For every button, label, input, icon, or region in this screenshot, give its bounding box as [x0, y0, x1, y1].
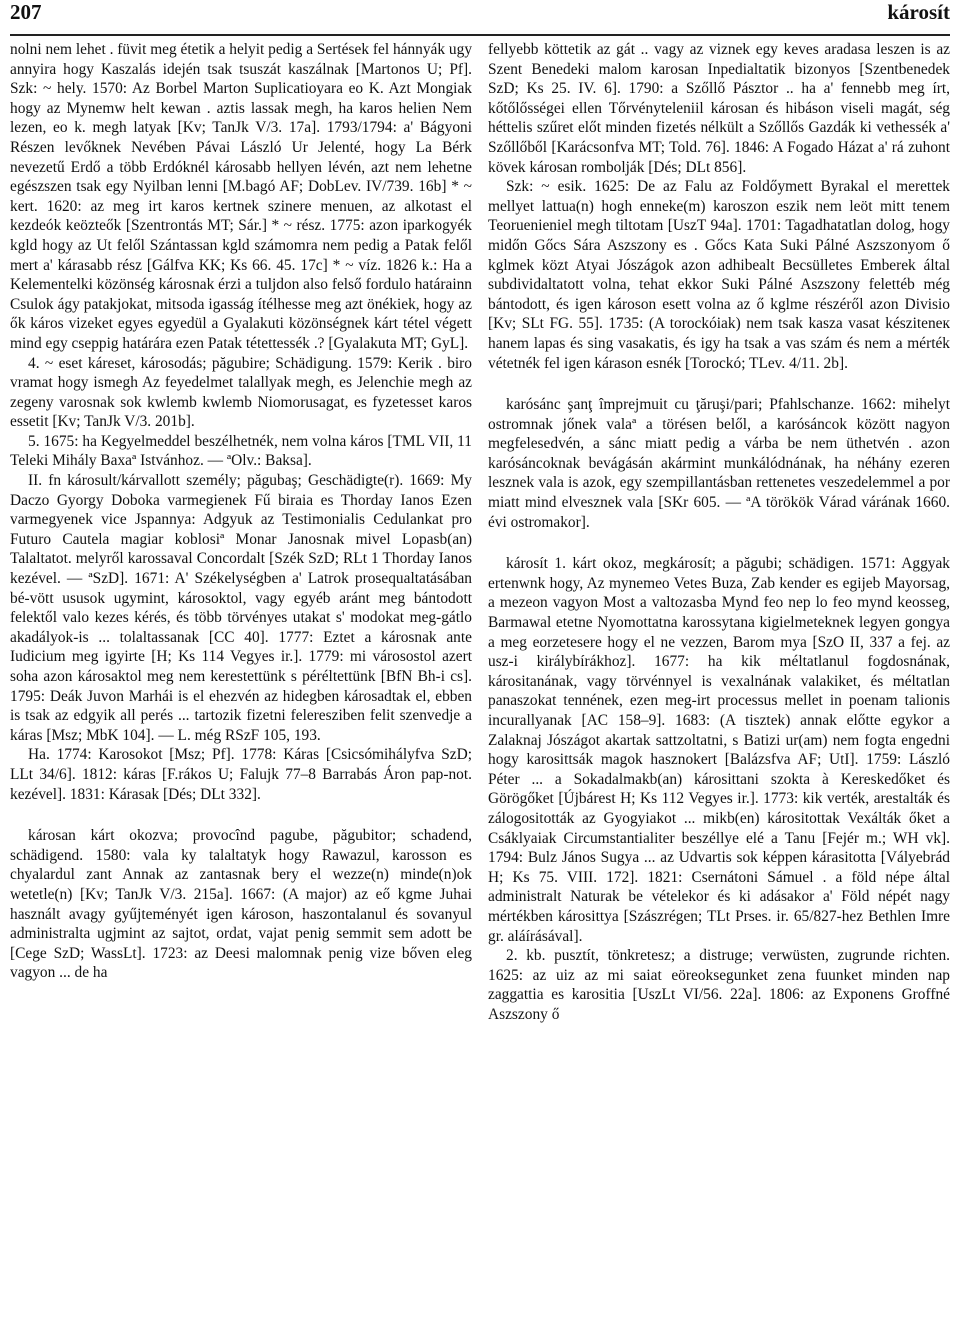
right-column: [488, 40, 950, 1325]
page-number: 207: [10, 0, 42, 24]
entry-paragraph: Ha. 1774: Karosokot [Msz; Pf]. 1778: Káras [Csicsómihályfva SzD; LLt 34/6]. 1812: káras [F.rákos U; Falujk 77–8 Barrabás Áron pap-not. kezével]. 1831: Kárasak [Dés; DLt 332].: [10, 746, 472, 803]
running-headword: károsít: [887, 0, 950, 24]
entry-paragraph: fellyebb köttetik az gát .. vagy az viznek egy keves aradasa leszen is az Szent Benedeki malom karosan Inpedialtatik bizonyos [Szentbenedek SzD; Ks 25. IV. 6]. 1790: a Szőllő Pásztor .. ha a' fennebb meg írt, kőtőlősségei ellen Tőrvényteleniil károsan és hibáson viseli magát, ség héttelis szűret előt minden fizetés nélkült a Szőllős Gazdák ki vethessék a' Szőllőből [Karácsonfva MT; Told. 76]. 1846: A Fogado Házat a' rá zuhont kövek károsan rombolják [Dés; DLt 856].: [488, 41, 950, 176]
entry-paragraph: Szk: ~ esik. 1625: De az Falu az Foldőymett Byrakal el merettek mellyet lattua(n) hogh enneke(m) karoszon eszik nem leöt mitt tenem Teoruenieniel megh tiltotam [UszT 94a]. 1701: Tagadhatatlan dolog, hogy midőn Gőcs Sára Aszszony es . Gőcs Kata Suki Pálné Aszszonyom ő kglmek közt Atyai Jószágok azon adhibealt Becsülletes Emberek által subdividaltatott volna, tehat ekkor Suki Pálné Aszszony felettéb még bántodott, és igen károson esett volna az ő kglme részéről azon Divisio [Kv; SLt FG. 55]. 1735: (A torockóiak) nem tsak kasza vasat késziteneк hanem lapas és sing vasakatis, és igy ha tsak a vas szám és nem a mérték vétetnék fel igen kárason esnék [Torockó; TLev. 4/11. 2b].: [488, 178, 950, 372]
entry-paragraph: nolni nem lehet . füvit meg étetik a helyit pedig a Sertések fel hánnyák ugy annyira hogy Kaszalás idején tsak tsuszát kaszálnak [Martonos U; Pf]. Szk: ~ hely. 1570: Az Borbel Marton Suplicatioyara eo K. Azt Mongiak hogy az Mynemw helt kewan . aztis lassak megh, ha karos helien Nem lezen, eo k. megh latyak [Kv; TanJk V/3. 17a]. 1793/1794: a' Bágyoni Részen levőknek Nevében Pávai László Ur Jelenté, hogy La Bérk nevezetű Erdő a több Erdóknél károsabb hellyen lévén, azt nem lehetne egészszen tsak egy Nyilban lenni [M.bagó AF; DobLev. IV/739. 16b] * ~ kert. 1620: az meg irt karos kertnek szinere menuen, az alkotast el kezdeók keözteők [Szentrontás MT; Sár.] * ~ rész. 1775: azon iparkogyék kgld hogy az Ut felől Szántassan kgld számomra nem pedig a Patak felől mert a' kárasabb rész [Gálfva KK; Ks 66. 45. 17c] * ~ víz. 1826 k.: Ha a Kelementelki közönség károsnak érzi a tuljdon also felső fordulo határainn Csulok ágy patakjokat, mitsoda igasság ítélhesse meg azt önékiek, hogy az ők káros vizeket egyes egyedül a Gyalakuti közönségnek kárt tétel végett mind egy cseppig határára ezen Patak tétettessék .? [Gyalakuta MT; GyL].: [10, 41, 473, 352]
entry-paragraph: 4. ~ eset káreset, károsodás; păgubire; Schädigung. 1579: Kerik . biro vramat hogy ismegh Az feyedelmet talallyak megh, es Jelenchie megh az zegeny varosnak sok kwlemb kwlemb Niomorusagat, es fyzetesset karos essetit [Kv; TanJk V/3. 201b].: [10, 354, 472, 431]
entry-paragraph: károsan kárt okozva; provocînd pagube, păgubitor; schadend, schädigend. 1580: vala ky talaltatyk hogy Rawazul, karosson es chyalardul zant Annak az zantasnak bery el wezze(n) minde(n)ok wetetle(n) [Kv; TanJk V/3. 215a]. 1667: (A major) az eő kgme Juhai használt avagy gyűjteményét igen károson, haszontalanul és sovanyul administralta ugjmint az sajtot, ordat, vajat penig semmit sem adott be [Cege SzD; WassLt]. 1723: az Deesi malomnak penig vize bőven eleg vagyon ... de ha: [10, 827, 472, 982]
entry-paragraph: károsít 1. kárt okoz, megkárosít; a păgubi; schädigen. 1571: Aggyak ertenwnk hogy, Az mynemeo Vetes Buza, Zab kender es egijeb Mayorsag, a mezeon vagyon Most a valtozasba Mynd feo nep lo feo mynd keosseg, Barmawal etetne Nyomottatna karossytana kigielmeteknek legyen gongya a meg eorzetesere hogy el ne vezzen, Barom mya [SzO II, 337 a fej. az usz-i királybírákhoz]. 1677: ha kik méltatlanul fogdosnának, kárositanának, vagy törvénnyel is vexalnának valakiket, és méltatlan panaszokat tennének, ezen meg-irt processus mellet in poenam talionis incurallyanak [AC 158–9]. 1683: (A tisztek) annak előtte egykor a Zalaknaj Jószágot akartak sattzoltatni, s Batizi ur(am) nem fogta engedni hogy karosittsák magok hasznokert [Balázsfva AF; UtI]. 1759: László Péter ... a Sokadalmakb(an) károsittani szokta à Kereskedőket és Görögőket [Újbárest H; Ks 112 Vegyes ir.]. 1773: kik verték, arestalták és zálogositották az Gyogyiakot ... mikb(en) kárositottak Vexálták őket a Csáklyaiak Circumstantialiter beszéllye elé a Tanu [Fejér m.; WH vk]. 1794: Bulz János Sugya ... az Udvartis sok képpen kárasitotta [Vályebrád H; Ks 75. VIII. 172]. 1821: Csernátoni Sámuel . a föld népe által administralt Naturak be vételekor és ki adásakor a' Föld népét nagy mértékben károsittya [Szászrégen; TLt Prses. ir. 65/827-hez Bethlen Imre gr. aláírásával].: [488, 555, 950, 945]
text-columns: [10, 40, 950, 1325]
left-column: [10, 40, 472, 1325]
entry-paragraph: karósánc şanţ împrejmuit cu ţăruşi/pari; Pfahlschanze. 1662: mihelyt ostromnak jőnek valaª a törésen belől, a karósáncok között nagyon megfelesedvén, a sánc miatt pedig a várba be nem üthetvén . azon karósáncoknak bevágásán akármint munkálódnának, ha néhány ezeren lesznek vala is azok, egy szempillantásban rettenetes veszedelemmel a por miatt mind elvesznek vala [SKr 605. — ªA törökök Várad várának 1660. évi ostromakor].: [488, 396, 950, 531]
entry-paragraph: 2. kb. pusztít, tönkretesz; a distruge; verwüsten, zugrunde richten. 1625: az uiz az mi saiat eöreoksegunket zena fuunket minden nap zaggattia es karositia [UszLt VI/56. 22a]. 1806: az Exponens Groffné Aszszony ő: [488, 947, 950, 1023]
entry-paragraph: II. fn károsult/kárvallott személy; păgubaş; Geschädigte(r). 1669: My Daczo Gyorgy Doboka varmegienek Fű biraia es Thorday Ianos Ezen varmegyenek vice Jspannya: Adgyuk az Testimonialis Cedulankat pro Futuro Cautela magiar koblosiª Monar Janosnak mivel Lopasb(an) Talaltatot. melyről karossaval Concordalt [Szék SzD; RLt 1 Thorday Ianos kezével. — ªSzD]. 1671: A' Székelységben a' Latrok prosequaltatásában bé-vött ususok ugymint, károsoktol, vagy egyéb aránt meg bántodott felektől valo kezes kérés, és több törvényes utakat s' modokat meg-gátlo akadályok-is ... tolaltassanak [CC 40]. 1777: Eztet a károsnak ante Iudicium meg igyirte [H; Ks 114 Vegyes ir.]. 1779: mi városostol azert soha azon károsaktol meg nem kerestettünk s péréltettünk [BfN Bh-i cs]. 1795: Deák Juvon Marhái is el ehezvén az hidegben károsadtak el, ebben is tsak az edgyik all perés ... tartozik fizetni feleresziben felit szenvedje a káras [Msz; MbK 104]. — L. még RSzF 105, 193.: [10, 472, 472, 744]
entry-paragraph: 5. 1675: ha Kegyelmeddel beszélhetnék, nem volna káros [TML VII, 11 Teleki Mihály Baxaª Istvánhoz. — ªOlv.: Baksa].: [10, 432, 472, 470]
page-header: [10, 0, 950, 36]
